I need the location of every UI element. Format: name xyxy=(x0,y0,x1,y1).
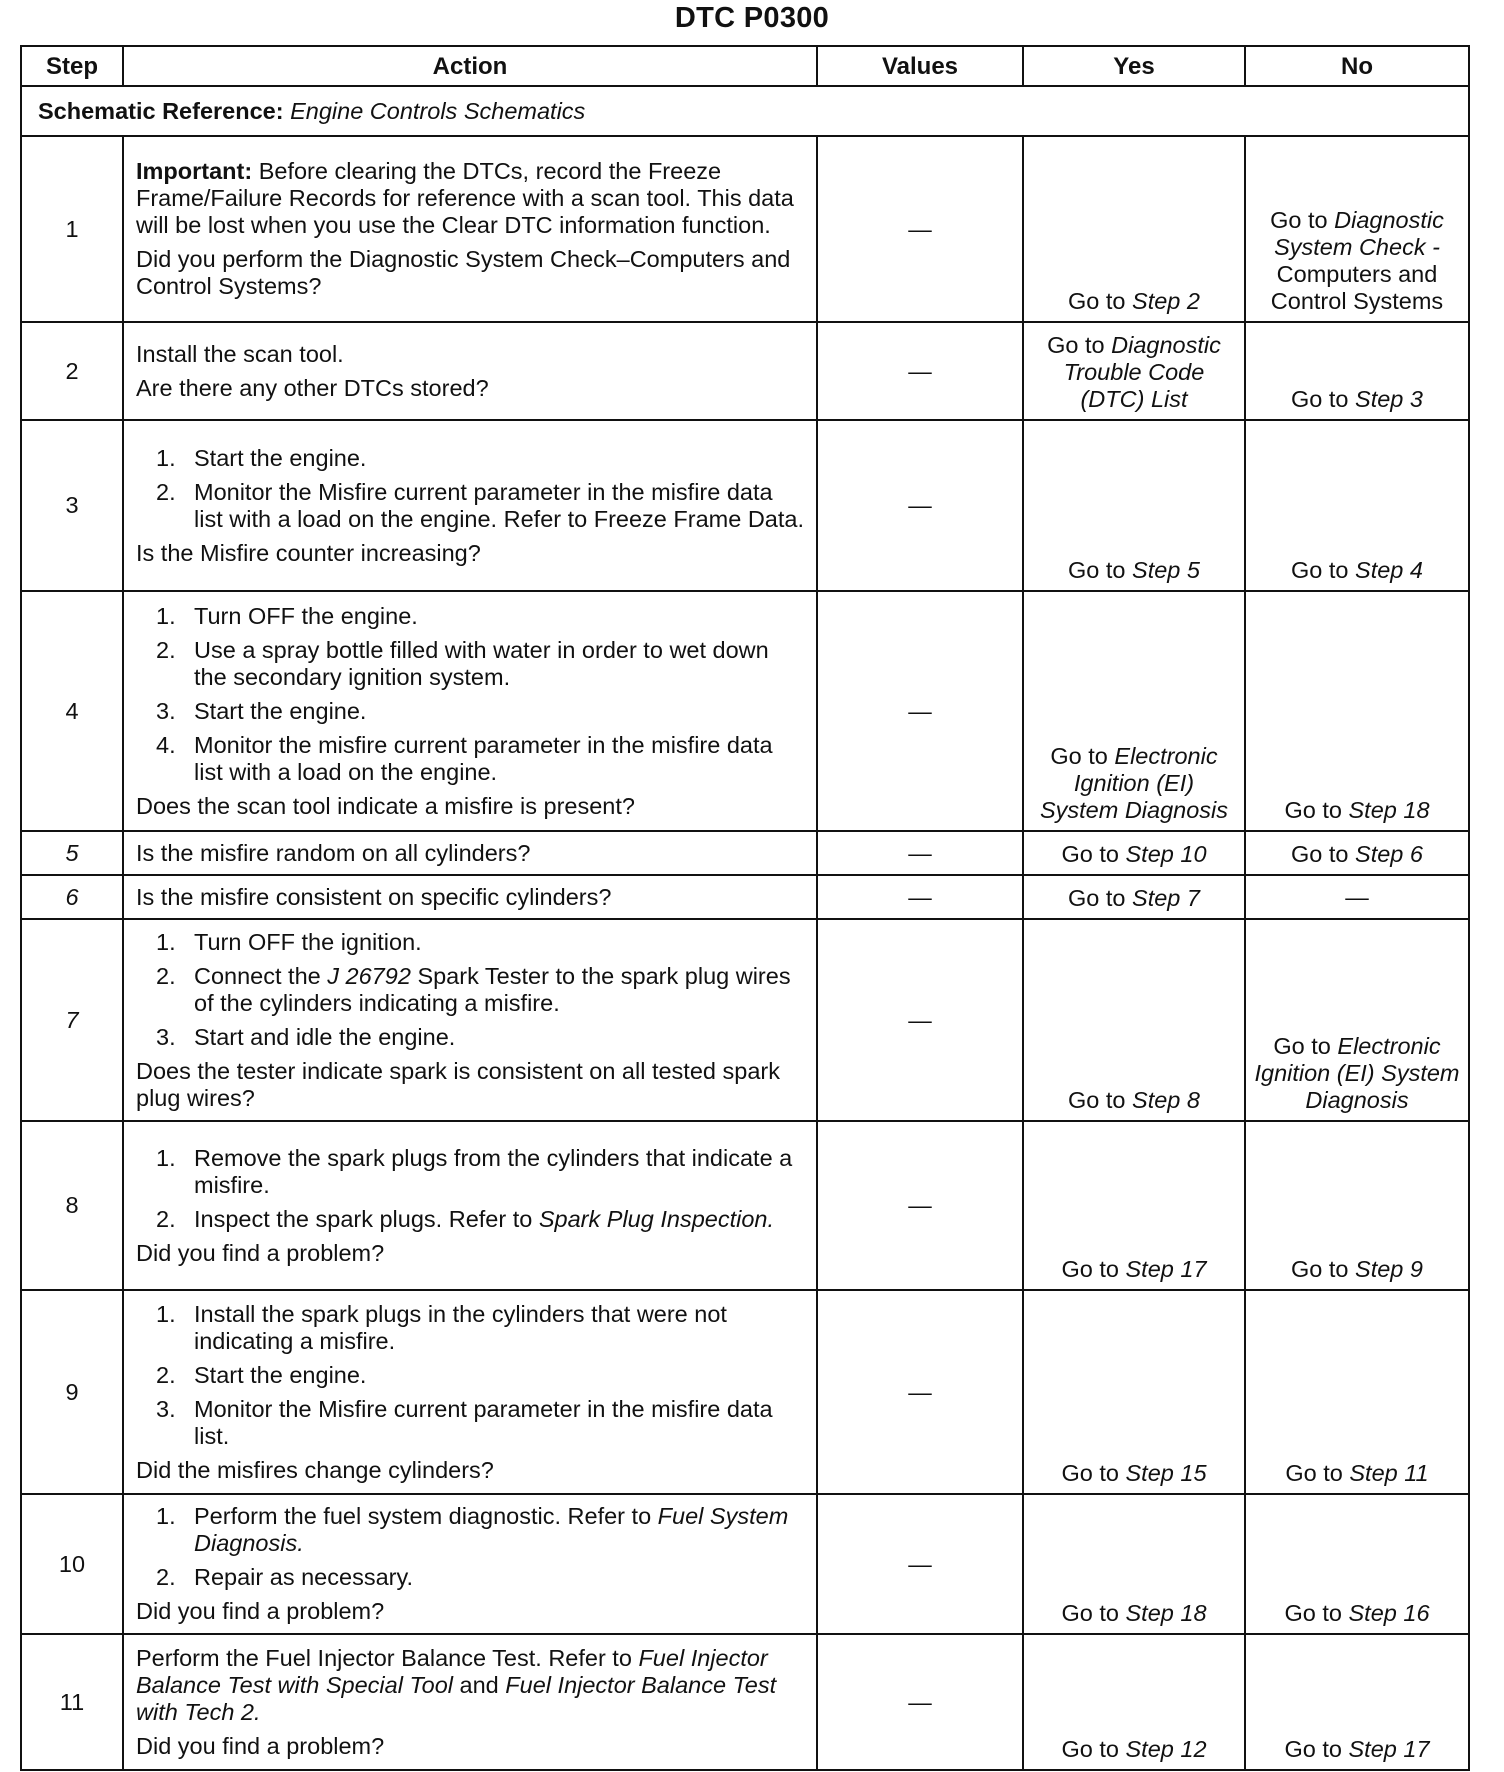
goto-text: Go to xyxy=(1284,1736,1342,1762)
action-text xyxy=(136,1645,804,1726)
values-cell: — xyxy=(817,1121,1023,1290)
yes-cell xyxy=(1023,1634,1245,1770)
action-step: 3. Start the engine. xyxy=(156,697,367,724)
header-values: Values xyxy=(817,46,1023,86)
values-cell: — xyxy=(817,1290,1023,1494)
goto-text: Go to xyxy=(1284,797,1342,823)
important-label: Important: xyxy=(136,158,253,184)
yes-target: Step 17 xyxy=(1125,1256,1207,1282)
no-target: Step 16 xyxy=(1348,1600,1430,1626)
no-cell xyxy=(1245,322,1469,420)
diagnostic-table xyxy=(20,45,1470,1771)
table-row xyxy=(21,591,1469,831)
values-cell: — xyxy=(817,831,1023,875)
yes-target: Diagnostic Trouble Code (DTC) List xyxy=(1063,332,1221,412)
header-step: Step xyxy=(21,46,123,86)
values-cell: — xyxy=(817,322,1023,420)
question-text: Did you perform the Diagnostic System Check–Computers and Control Systems? xyxy=(136,246,791,299)
question-text: Did you find a problem? xyxy=(136,1598,385,1624)
values-cell: — xyxy=(817,420,1023,591)
doc-reference: Fuel System Diagnosis. xyxy=(194,1503,789,1556)
table-row xyxy=(21,875,1469,919)
action-step: 2. Inspect the spark plugs. Refer to Spark Plug Inspection. xyxy=(156,1205,774,1232)
goto-text: Go to xyxy=(1061,1460,1119,1486)
no-target: Step 4 xyxy=(1355,557,1423,583)
yes-cell xyxy=(1023,831,1245,875)
goto-text: Go to xyxy=(1270,207,1328,233)
conjunction: and xyxy=(459,1671,499,1698)
yes-target: Step 5 xyxy=(1132,557,1200,583)
action-step-text: Start the engine. xyxy=(194,697,367,724)
action-steps xyxy=(136,445,804,533)
schematic-value: Engine Controls Schematics xyxy=(290,97,586,124)
goto-text: Go to xyxy=(1291,557,1349,583)
no-target: Step 6 xyxy=(1355,841,1423,867)
yes-cell xyxy=(1023,1494,1245,1634)
question-text: Is the misfire consistent on specific cylinders? xyxy=(136,883,612,910)
yes-target: Step 12 xyxy=(1125,1736,1207,1762)
yes-cell xyxy=(1023,919,1245,1121)
action-step-text: Inspect the spark plugs. Refer to xyxy=(194,1205,533,1232)
goto-text: Go to xyxy=(1061,1600,1119,1626)
action-step: 2. Start the engine. xyxy=(156,1361,367,1388)
question-text: Are there any other DTCs stored? xyxy=(136,374,489,401)
no-cell xyxy=(1245,136,1469,322)
no-target: Electronic Ignition (EI) System Diagnosis xyxy=(1254,1033,1460,1113)
step-number: 8 xyxy=(21,1121,123,1290)
yes-cell xyxy=(1023,591,1245,831)
no-target: Diagnostic System Check - xyxy=(1274,207,1444,260)
step-number: 6 xyxy=(21,875,123,919)
goto-text: Go to xyxy=(1068,1087,1126,1113)
schematic-label: Schematic Reference: xyxy=(38,97,284,124)
question-text: Does the scan tool indicate a misfire is present? xyxy=(136,792,635,819)
goto-text: Go to xyxy=(1061,1736,1119,1762)
action-text-pre: Perform the Fuel Injector Balance Test. Refer to xyxy=(136,1644,632,1671)
table-row xyxy=(21,136,1469,322)
yes-target: Step 18 xyxy=(1125,1600,1207,1626)
no-target-suffix: Computers and Control Systems xyxy=(1270,261,1444,314)
action-step: 2. Use a spray bottle filled with water in order to wet down the secondary ignition system. xyxy=(156,636,769,690)
goto-text: Go to xyxy=(1061,841,1119,867)
goto-text: Go to xyxy=(1284,1600,1342,1626)
step-number: 3 xyxy=(21,420,123,591)
no-cell xyxy=(1245,831,1469,875)
action-step-text: Monitor the Misfire current parameter in the misfire data list. xyxy=(194,1395,773,1449)
table-row xyxy=(21,322,1469,420)
yes-target: Step 7 xyxy=(1132,885,1200,911)
yes-cell xyxy=(1023,1290,1245,1494)
no-cell: — xyxy=(1245,875,1469,919)
goto-text: Go to xyxy=(1285,1460,1343,1486)
no-target: Step 17 xyxy=(1348,1736,1430,1762)
action-step-text: Monitor the Misfire current parameter in the misfire data list with a load on the engine. Refer to Freeze Frame Data. xyxy=(194,478,805,532)
action-cell xyxy=(123,875,817,919)
action-step-text: Install the spark plugs in the cylinders that were not indicating a misfire. xyxy=(194,1300,727,1354)
action-step-text: Monitor the misfire current parameter in the misfire data list with a load on the engine. xyxy=(194,731,773,785)
action-step-text: Use a spray bottle filled with water in order to wet down the secondary ignition system. xyxy=(194,636,769,690)
goto-text: Go to xyxy=(1291,386,1349,412)
action-step-text: Start and idle the engine. xyxy=(194,1023,456,1050)
values-cell: — xyxy=(817,919,1023,1121)
action-steps xyxy=(136,603,804,786)
action-steps xyxy=(136,1301,804,1450)
table-row xyxy=(21,420,1469,591)
action-step: 2. Connect the J 26792 Spark Tester to the spark plug wires of the cylinders indicating a misfire. xyxy=(156,962,791,1016)
action-cell xyxy=(123,591,817,831)
action-cell xyxy=(123,136,817,322)
yes-cell xyxy=(1023,322,1245,420)
action-step-text: Repair as necessary. xyxy=(194,1564,413,1590)
values-cell: — xyxy=(817,1494,1023,1634)
yes-cell xyxy=(1023,136,1245,322)
action-step: 4. Monitor the misfire current parameter in the misfire data list with a load on the engine. xyxy=(156,731,773,785)
question-text: Did the misfires change cylinders? xyxy=(136,1456,494,1483)
question-text: Is the misfire random on all cylinders? xyxy=(136,839,531,866)
yes-target: Electronic Ignition (EI) System Diagnosis xyxy=(1039,743,1229,823)
action-steps xyxy=(136,1503,804,1591)
table-row xyxy=(21,1121,1469,1290)
no-cell xyxy=(1245,591,1469,831)
action-cell xyxy=(123,1634,817,1770)
step-number: 5 xyxy=(21,831,123,875)
doc-reference: Fuel Injector Balance Test with Tech 2. xyxy=(136,1671,777,1725)
action-steps xyxy=(136,929,804,1051)
action-cell xyxy=(123,1494,817,1634)
yes-target: Step 2 xyxy=(1132,288,1200,314)
action-step-text: Turn OFF the ignition. xyxy=(194,928,422,955)
action-cell xyxy=(123,420,817,591)
step-number: 7 xyxy=(21,919,123,1121)
page-title: DTC P0300 xyxy=(674,2,830,34)
tool-reference: J 26792 xyxy=(327,962,411,989)
goto-text: Go to xyxy=(1068,557,1126,583)
action-step: 1. Turn OFF the ignition. xyxy=(156,928,422,955)
action-step: 1. Start the engine. xyxy=(156,444,367,471)
question-text: Did you find a problem? xyxy=(136,1732,385,1759)
header-action: Action xyxy=(123,46,817,86)
important-text: Before clearing the DTCs, record the Freeze Frame/Failure Records for reference with a scan tool. This data will be lost when you use the Clear DTC information function. xyxy=(136,158,794,238)
action-step-text: Perform the fuel system diagnostic. Refer to xyxy=(194,1503,652,1529)
action-step: 2. Repair as necessary. xyxy=(156,1564,413,1590)
action-step-text: Start the engine. xyxy=(194,444,367,471)
action-step-text: Turn OFF the engine. xyxy=(194,602,418,629)
goto-text: Go to xyxy=(1047,332,1105,358)
action-step: 1. Perform the fuel system diagnostic. Refer to Fuel System Diagnosis. xyxy=(156,1503,789,1556)
action-step: 1. Turn OFF the engine. xyxy=(156,602,418,629)
action-step-text: Connect the xyxy=(194,962,321,989)
values-cell: — xyxy=(817,136,1023,322)
no-cell xyxy=(1245,1494,1469,1634)
question-text: Is the Misfire counter increasing? xyxy=(136,539,481,566)
no-cell xyxy=(1245,420,1469,591)
question-text: Did you find a problem? xyxy=(136,1239,385,1266)
header-no: No xyxy=(1245,46,1469,86)
table-row xyxy=(21,1634,1469,1770)
action-step-text: Spark Tester to the spark plug wires of the cylinders indicating a misfire. xyxy=(194,962,791,1016)
table-row xyxy=(21,831,1469,875)
doc-reference: Spark Plug Inspection. xyxy=(538,1205,774,1232)
doc-reference: Fuel Injector Balance Test with Special Tool xyxy=(136,1644,768,1698)
values-cell: — xyxy=(817,875,1023,919)
step-number: 1 xyxy=(21,136,123,322)
action-step: 1. Install the spark plugs in the cylinders that were not indicating a misfire. xyxy=(156,1300,727,1354)
goto-text: Go to xyxy=(1050,743,1108,769)
no-cell xyxy=(1245,1634,1469,1770)
table-header-row xyxy=(21,46,1469,86)
schematic-reference xyxy=(21,86,1469,136)
action-step-text: Start the engine. xyxy=(194,1361,367,1388)
action-step: 3. Monitor the Misfire current parameter in the misfire data list. xyxy=(156,1395,773,1449)
step-number: 2 xyxy=(21,322,123,420)
goto-text: Go to xyxy=(1068,288,1126,314)
yes-cell xyxy=(1023,420,1245,591)
action-cell xyxy=(123,919,817,1121)
action-steps xyxy=(136,1145,804,1233)
action-cell xyxy=(123,322,817,420)
no-cell xyxy=(1245,1290,1469,1494)
step-number: 10 xyxy=(21,1494,123,1634)
action-step: 2. Monitor the Misfire current parameter in the misfire data list with a load on the engine. Refer to Freeze Frame Data. xyxy=(156,478,805,532)
step-number: 11 xyxy=(21,1634,123,1770)
yes-target: Step 8 xyxy=(1132,1087,1200,1113)
goto-text: Go to xyxy=(1273,1033,1331,1059)
no-target: Step 9 xyxy=(1355,1256,1423,1282)
step-number: 4 xyxy=(21,591,123,831)
table-row xyxy=(21,919,1469,1121)
no-target: Step 11 xyxy=(1349,1460,1429,1486)
action-step-text: Remove the spark plugs from the cylinders that indicate a misfire. xyxy=(194,1144,793,1198)
action-cell xyxy=(123,1290,817,1494)
no-cell xyxy=(1245,1121,1469,1290)
table-row xyxy=(21,1494,1469,1634)
no-cell xyxy=(1245,919,1469,1121)
goto-text: Go to xyxy=(1291,841,1349,867)
header-yes: Yes xyxy=(1023,46,1245,86)
values-cell: — xyxy=(817,591,1023,831)
goto-text: Go to xyxy=(1061,1256,1119,1282)
no-target: Step 3 xyxy=(1355,386,1423,412)
goto-text: Go to xyxy=(1068,885,1126,911)
goto-text: Go to xyxy=(1291,1256,1349,1282)
action-cell xyxy=(123,1121,817,1290)
yes-target: Step 15 xyxy=(1125,1460,1207,1486)
yes-cell xyxy=(1023,1121,1245,1290)
action-cell xyxy=(123,831,817,875)
yes-target: Step 10 xyxy=(1125,841,1207,867)
values-cell: — xyxy=(817,1634,1023,1770)
yes-cell xyxy=(1023,875,1245,919)
no-target: Step 18 xyxy=(1348,797,1430,823)
action-step: 1. Remove the spark plugs from the cylinders that indicate a misfire. xyxy=(156,1144,793,1198)
question-text: Does the tester indicate spark is consistent on all tested spark plug wires? xyxy=(136,1057,780,1111)
action-text: Install the scan tool. xyxy=(136,340,344,367)
table-row xyxy=(21,1290,1469,1494)
step-number: 9 xyxy=(21,1290,123,1494)
schematic-reference-row xyxy=(21,86,1469,136)
action-step: 3. Start and idle the engine. xyxy=(156,1023,456,1050)
